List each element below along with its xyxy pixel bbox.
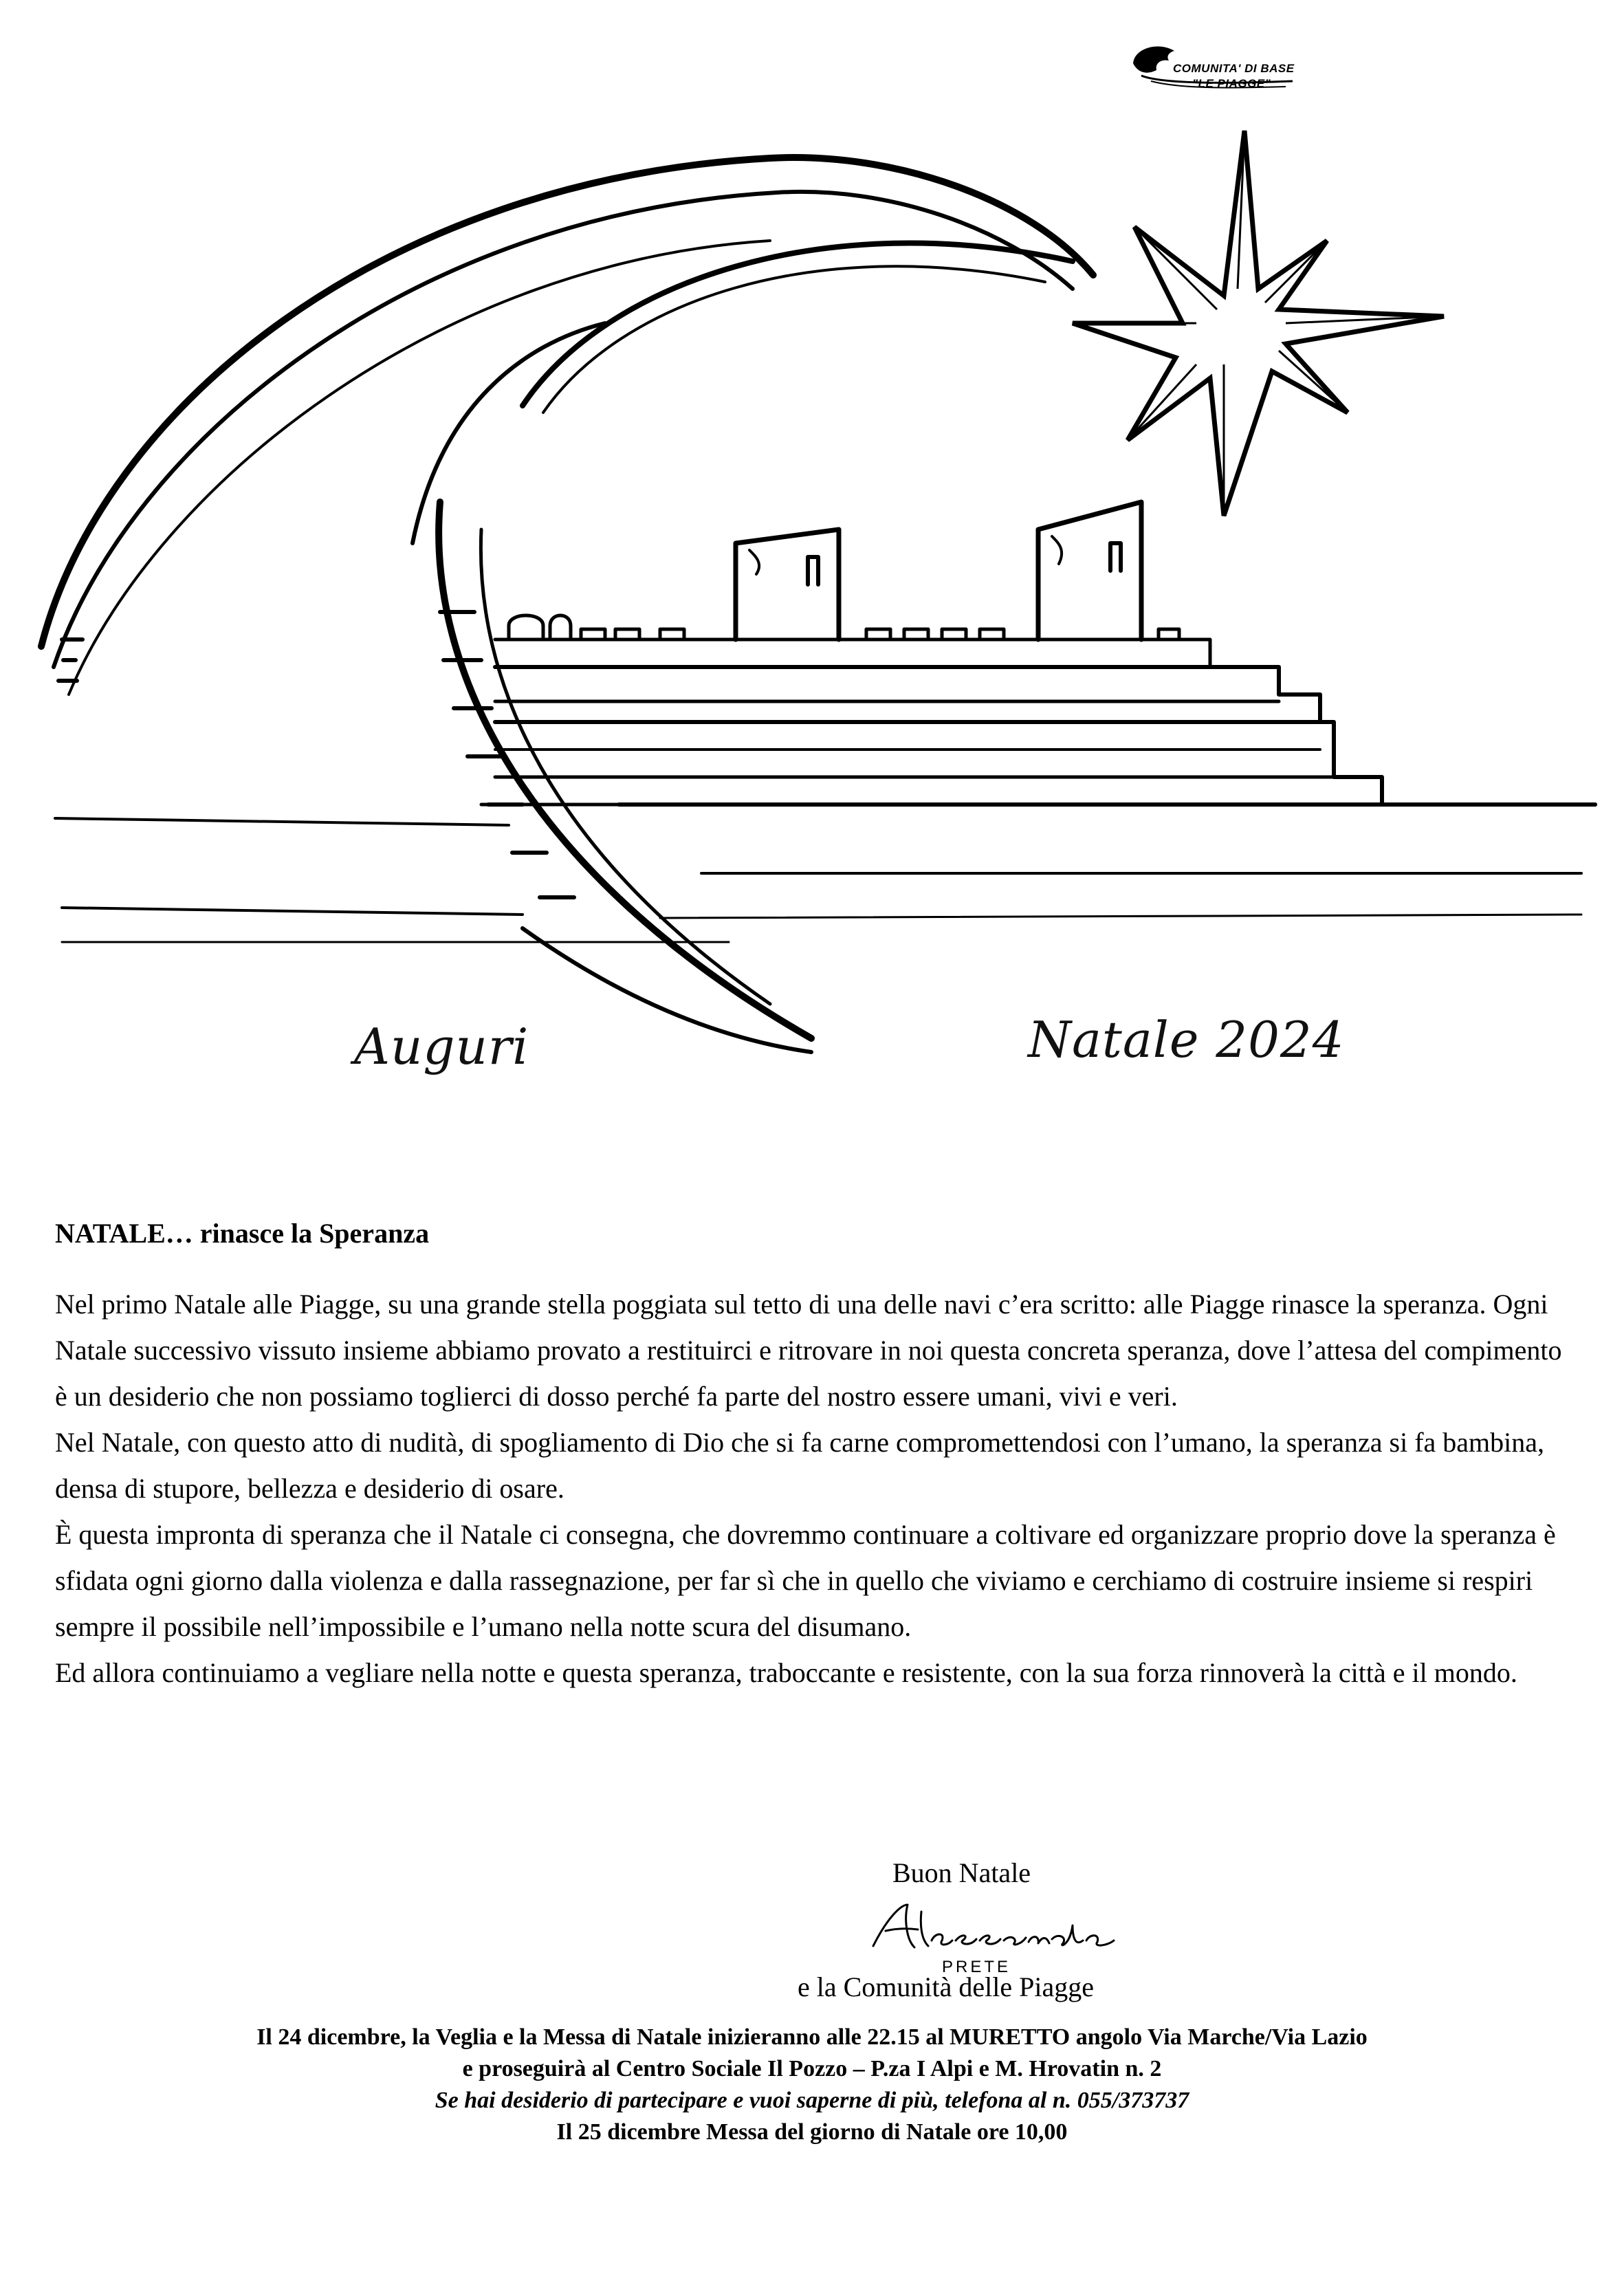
event-footer bbox=[0, 2022, 1624, 2148]
paragraph-2: Nel Natale, con questo atto di nudità, di spogliamento di Dio che si fa carne compromettendosi con l’umano, la speranza si fa bambina, densa di stupore, bellezza e desiderio di osare. bbox=[55, 1427, 1545, 1504]
letter-body bbox=[55, 1281, 1574, 1696]
letter-content bbox=[55, 1217, 1574, 1696]
footer-line-telefono: Se hai desiderio di partecipare e vuoi saperne di più, telefona al n. 055/373737 bbox=[435, 2088, 1189, 2113]
letter-heading: NATALE… rinasce la Speranza bbox=[55, 1218, 430, 1249]
paragraph-3: È questa impronta di speranza che il Natale ci consegna, che dovremmo continuare a coltivare ed organizzare proprio dove la speranza è sfidata ogni giorno dalla violenza e dalla rassegnazione, per far sì che in quello che viviamo e cerchiamo di costruire insieme si respiri sempre il possibile nell’impossibile e l’umano nella notte scura del disumano. bbox=[55, 1519, 1556, 1642]
footer-line-centro-sociale: e proseguirà al Centro Sociale Il Pozzo – P.za I Alpi e M. Hrovatin n. 2 bbox=[462, 2056, 1162, 2081]
footer-line-messa: Il 25 dicembre Messa del giorno di Natale ore 10,00 bbox=[556, 2119, 1068, 2145]
logo-line1: COMUNITA' DI BASE bbox=[1173, 62, 1295, 75]
closing-comunita: e la Comunità delle Piagge bbox=[798, 1971, 1094, 2002]
nativity-illustration bbox=[0, 117, 1624, 1169]
signature-title: PRETE bbox=[942, 1958, 1011, 1976]
closing-buon-natale: Buon Natale bbox=[892, 1857, 1031, 1888]
greeting-natale-year: Natale 2024 bbox=[1028, 1011, 1345, 1069]
paragraph-1: Nel primo Natale alle Piagge, su una grande stella poggiata sul tetto di una delle navi c’era scritto: alle Piagge rinasce la speranza. Ogni Natale successivo vissuto insieme abbiamo provato a restituirci e ritrovare in noi questa concreta speranza, dove l’attesa del compimento è un desiderio che non possiamo toglierci di dosso perché fa parte del nostro essere umani, vivi e veri. bbox=[55, 1289, 1562, 1412]
footer-line-veglia: Il 24 dicembre, la Veglia e la Messa di Natale inizieranno alle 22.15 al MURETTO angolo Via Marche/Via Lazio bbox=[256, 2024, 1368, 2050]
greeting-auguri: Auguri bbox=[354, 1018, 529, 1075]
comunita-logo bbox=[1121, 36, 1299, 105]
handwritten-signature bbox=[866, 1898, 1128, 1980]
logo-line2: "LE PIAGGE" bbox=[1192, 77, 1271, 90]
comet-star-icon bbox=[1073, 131, 1444, 516]
paragraph-4: Ed allora continuiamo a vegliare nella notte e questa speranza, traboccante e resistente, con la sua forza rinnoverà la città e il mondo. bbox=[55, 1657, 1517, 1688]
